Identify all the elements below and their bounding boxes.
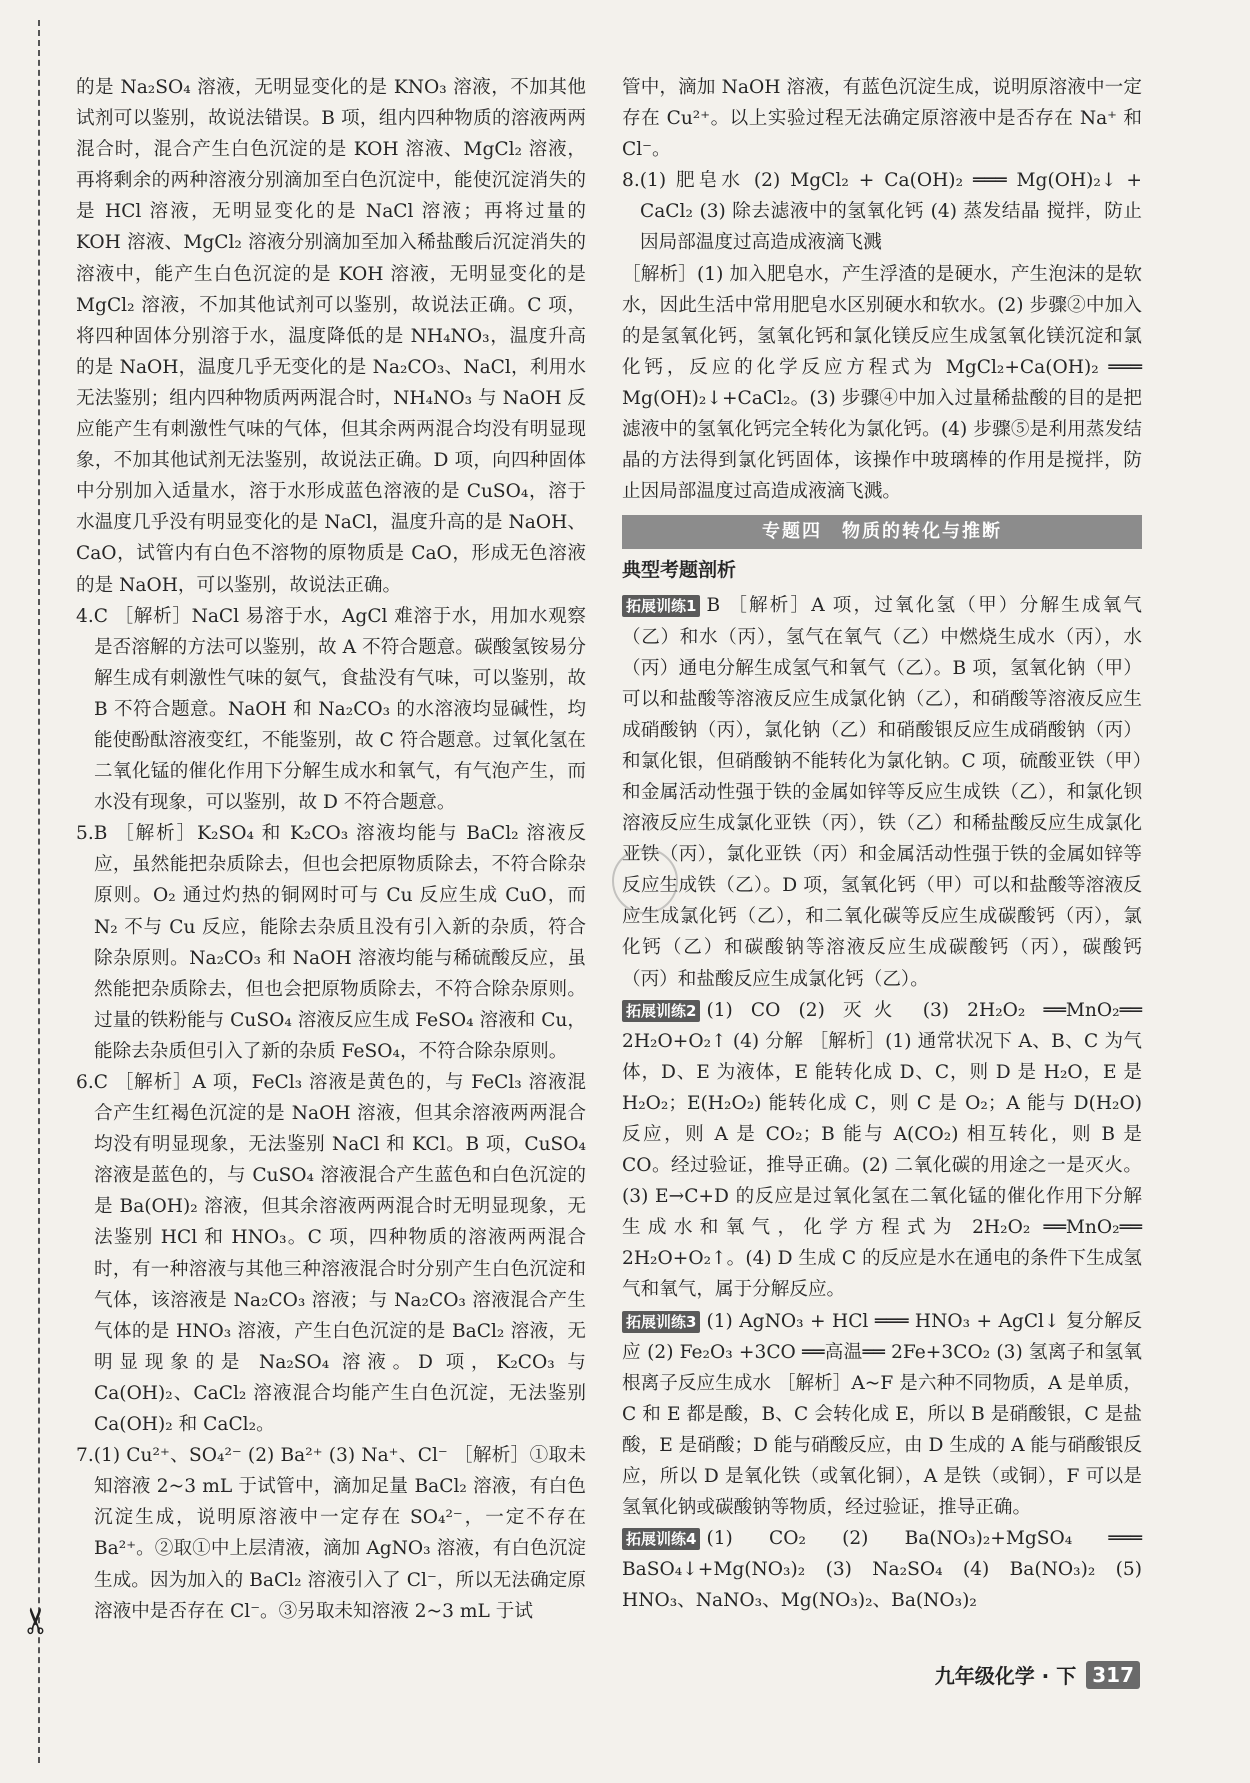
answer-paragraph: 5.B ［解析］K₂SO₄ 和 K₂CO₃ 溶液均能与 BaCl₂ 溶液反应，虽然能把杂质除去，但也会把原物质除去，不符合除杂原则。O₂ 通过灼热的铜网时可与 Cu 反应生成 CuO，而 N₂ 不与 Cu 反应，能除去杂质且没有引入新的杂质，符合除杂原则。Na₂CO₃ 和 NaOH 溶液均能与稀硫酸反应，虽然能把杂质除去，但也会把原物质除去，不符合除杂原则。过量的铁粉能与 CuSO₄ 溶液反应生成 FeSO₄ 溶液和 Cu，能除去杂质但引入了新的杂质 FeSO₄，不符合除杂原则。 bbox=[76, 823, 586, 1062]
cut-line bbox=[38, 20, 40, 1763]
training-item: 拓展训练3 (1) AgNO₃ + HCl ═══ HNO₃ + AgCl↓ 复分解反应 (2) Fe₂O₃ +3CO ══高温══ 2Fe+3CO₂ (3) 氢离子和氢氧根离子反应生成水 ［解析］A~F 是六种不同物质，A 是单质，C 和 E 都是酸，B、C 会转化成 E，所以 B 是硝酸银，C 是盐酸，E 是硝酸；D 能与硝酸反应，由 D 生成的 A 能与硝酸银反应，所以 D 是氧化铁（或氧化铜），A 是铁（或铜），F 可以是氢氧化钠或碳酸钠等物质，经过验证，推导正确。 bbox=[622, 1310, 1142, 1519]
right-column bbox=[622, 72, 1142, 1617]
scissors-icon: ✂ bbox=[16, 1605, 58, 1636]
answer-paragraph: 7.(1) Cu²⁺、SO₄²⁻ (2) Ba²⁺ (3) Na⁺、Cl⁻ ［解析］①取未知溶液 2~3 mL 于试管中，滴加足量 BaCl₂ 溶液，有白色沉淀生成，说明原溶液中一定存在 SO₄²⁻，一定不存在 Ba²⁺。②取①中上层清液，滴加 AgNO₃ 溶液，有白色沉淀生成。因为加入的 BaCl₂ 溶液引入了 Cl⁻，所以无法确定原溶液中是否存在 Cl⁻。③另取未知溶液 2~3 mL 于试 bbox=[76, 1445, 586, 1622]
stamp-seal bbox=[612, 848, 678, 914]
left-column bbox=[76, 72, 586, 1627]
footer-label: 九年级化学 · 下 bbox=[934, 1664, 1077, 1688]
answer-paragraph: 6.C ［解析］A 项，FeCl₃ 溶液是黄色的，与 FeCl₃ 溶液混合产生红褐色沉淀的是 NaOH 溶液，但其余溶液两两混合均没有明显现象，无法鉴别 NaCl 和 KCl。B 项，CuSO₄ 溶液是蓝色的，与 CuSO₄ 溶液混合产生蓝色和白色沉淀的是 Ba(OH)₂ 溶液，但其余溶液两两混合时无明显现象，无法鉴别 HCl 和 HNO₃。C 项，四种物质的溶液两两混合时，有一种溶液与其他三种溶液混合时分别产生白色沉淀和气体，该溶液是 Na₂CO₃ 溶液；与 Na₂CO₃ 溶液混合产生气体的是 HNO₃ 溶液，产生白色沉淀的是 BaCl₂ 溶液，无明显现象的是 Na₂SO₄ 溶液。D 项，K₂CO₃ 与 Ca(OH)₂、CaCl₂ 溶液混合均能产生白色沉淀，无法鉴别 Ca(OH)₂ 和 CaCl₂。 bbox=[76, 1072, 586, 1436]
answer-paragraph: 8.(1) 肥皂水 (2) MgCl₂ + Ca(OH)₂ ═══ Mg(OH)₂↓ + CaCl₂ (3) 除去滤液中的氢氧化钙 (4) 蒸发结晶 搅拌，防止因局部温度过高造成液滴飞溅 bbox=[622, 170, 1142, 254]
answer-paragraph: ［解析］(1) 加入肥皂水，产生浮渣的是硬水，产生泡沫的是软水，因此生活中常用肥皂水区别硬水和软水。(2) 步骤②中加入的是氢氧化钙，氢氧化钙和氯化镁反应生成氢氧化镁沉淀和氯化钙，反应的化学反应方程式为 MgCl₂+Ca(OH)₂ ═══ Mg(OH)₂↓+CaCl₂。(3) 步骤④中加入过量稀盐酸的目的是把滤液中的氢氧化钙完全转化为氯化钙。(4) 步骤⑤是利用蒸发结晶的方法得到氯化钙固体，该操作中玻璃棒的作用是搅拌，防止因局部温度过高造成液滴飞溅。 bbox=[622, 263, 1142, 503]
training-badge: 拓展训练1 bbox=[622, 595, 700, 617]
training-item: 拓展训练4 (1) CO₂ (2) Ba(NO₃)₂+MgSO₄ ═══ BaSO₄↓+Mg(NO₃)₂ (3) Na₂SO₄ (4) Ba(NO₃)₂ (5) HNO₃、NaNO₃、Mg(NO₃)₂、Ba(NO₃)₂ bbox=[622, 1528, 1142, 1612]
training-badge: 拓展训练4 bbox=[622, 1528, 700, 1550]
sub-heading: 典型考题剖析 bbox=[622, 559, 737, 582]
answer-paragraph: 管中，滴加 NaOH 溶液，有蓝色沉淀生成，说明原溶液中一定存在 Cu²⁺。以上实验过程无法确定原溶液中是否存在 Na⁺ 和 Cl⁻。 bbox=[622, 77, 1142, 161]
training-badge: 拓展训练3 bbox=[622, 1311, 700, 1333]
answer-paragraph: 4.C ［解析］NaCl 易溶于水，AgCl 难溶于水，用加水观察是否溶解的方法可以鉴别，故 A 不符合题意。碳酸氢铵易分解生成有刺激性气味的氨气，食盐没有气味，可以鉴别，故 B 不符合题意。NaOH 和 Na₂CO₃ 的水溶液均显碱性，均能使酚酞溶液变红，不能鉴别，故 C 符合题意。过氧化氢在二氧化锰的催化作用下分解生成水和氧气，有气泡产生，而水没有现象，可以鉴别，故 D 不符合题意。 bbox=[76, 605, 586, 814]
training-badge: 拓展训练2 bbox=[622, 1000, 700, 1022]
page-number: 317 bbox=[1086, 1661, 1140, 1689]
training-item: 拓展训练2 (1) CO (2) 灭火 (3) 2H₂O₂ ══MnO₂══ 2H₂O+O₂↑ (4) 分解 ［解析］(1) 通常状况下 A、B、C 为气体，D、E 为液体，E 能转化成 D、C，则 D 是 H₂O，E 是 H₂O₂；E(H₂O₂) 能转化成 C，则 C 是 O₂；A 能与 D(H₂O) 反应，则 A 是 CO₂；B 能与 A(CO₂) 相互转化，则 B 是 CO。经过验证，推导正确。(2) 二氧化碳的用途之一是灭火。(3) E→C+D 的反应是过氧化氢在二氧化锰的催化作用下分解生成水和氧气，化学方程式为 2H₂O₂ ══MnO₂══ 2H₂O+O₂↑。(4) D 生成 C 的反应是水在通电的条件下生成氢气和氧气，属于分解反应。 bbox=[622, 999, 1142, 1301]
answer-paragraph: 的是 Na₂SO₄ 溶液，无明显变化的是 KNO₃ 溶液，不加其他试剂可以鉴别，故说法错误。B 项，组内四种物质的溶液两两混合时，混合产生白色沉淀的是 KOH 溶液、MgCl₂ 溶液，再将剩余的两种溶液分别滴加至白色沉淀中，能使沉淀消失的是 HCl 溶液，无明显变化的是 NaCl 溶液；再将过量的 KOH 溶液、MgCl₂ 溶液分别滴加至加入稀盐酸后沉淀消失的溶液中，能产生白色沉淀的是 KOH 溶液，无明显变化的是 MgCl₂ 溶液，不加其他试剂可以鉴别，故说法正确。C 项，将四种固体分别溶于水，温度降低的是 NH₄NO₃，温度升高的是 NaOH，温度几乎无变化的是 Na₂CO₃、NaCl，利用水无法鉴别；组内四种物质两两混合时，NH₄NO₃ 与 NaOH 反应能产生有刺激性气味的气体，但其余两两混合均没有明显现象，不加其他试剂无法鉴别，故说法正确。D 项，向四种固体中分别加入适量水，溶于水形成蓝色溶液的是 CuSO₄，溶于水温度几乎没有明显变化的是 NaCl，温度升高的是 NaOH、CaO，试管内有白色不溶物的原物质是 CaO，形成无色溶液的是 NaOH，可以鉴别，故说法正确。 bbox=[76, 77, 586, 596]
section-title: 专题四 物质的转化与推断 bbox=[622, 515, 1142, 549]
training-item: 拓展训练1 B ［解析］A 项，过氧化氢（甲）分解生成氧气（乙）和水（丙），氢气在氧气（乙）中燃烧生成水（丙），水（丙）通电分解生成氢气和氧气（乙）。B 项，氢氧化钠（甲）可以和盐酸等溶液反应生成氯化钠（乙），和硝酸等溶液反应生成硝酸钠（丙），氯化钠（乙）和硝酸银反应生成硝酸钠（丙）和氯化银，但硝酸钠不能转化为氯化钠。C 项，硫酸亚铁（甲）和金属活动性强于铁的金属如锌等反应生成铁（乙），和氯化钡溶液反应生成氯化亚铁（丙），铁（乙）和稀盐酸反应生成氯化亚铁（丙），氯化亚铁（丙）和金属活动性强于铁的金属如锌等反应生成铁（乙）。D 项，氢氧化钙（甲）可以和盐酸等溶液反应生成氯化钙（乙），和二氧化碳等反应生成碳酸钙（丙），氯化钙（乙）和碳酸钠等溶液反应生成碳酸钙（丙），碳酸钙（丙）和盐酸反应生成氯化钙（乙）。 bbox=[622, 595, 1142, 990]
page-footer bbox=[935, 1660, 1140, 1689]
